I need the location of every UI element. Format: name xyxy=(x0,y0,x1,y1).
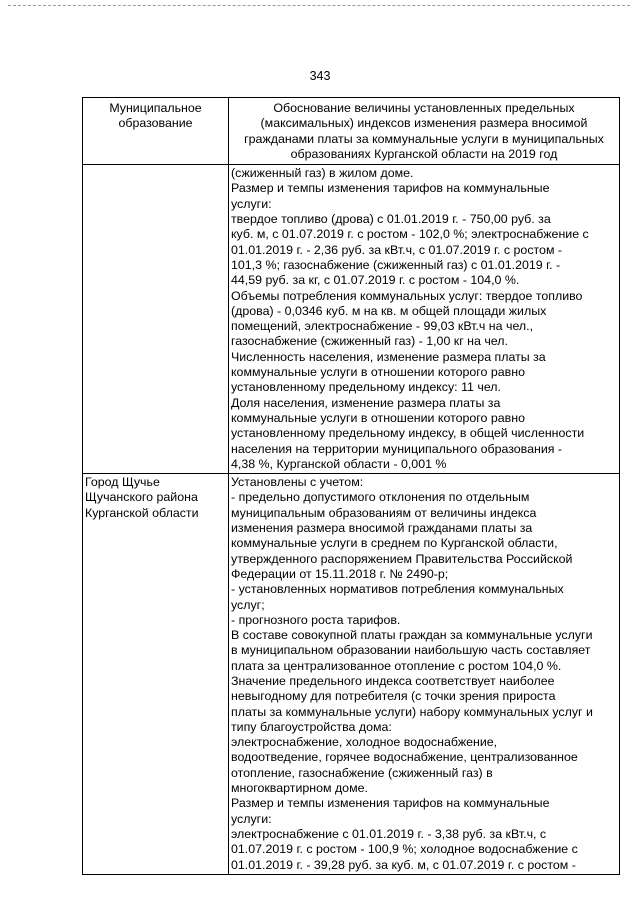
justification-line: муниципальным образованиям от величины индекса xyxy=(231,505,537,520)
justification-line: (дрова) - 0,0346 куб. м на кв. м общей площади жилых xyxy=(231,303,547,318)
scan-edge-line xyxy=(8,5,630,6)
justification-line: 01.01.2019 г. - 39,28 руб. за куб. м, с 01.07.2019 г. с ростом - xyxy=(231,857,576,872)
justification-line: 101,3 %; газоснабжение (сжиженный газ) с 01.01.2019 г. - xyxy=(231,257,561,272)
justification-line: 4,38 %, Курганской области - 0,001 % xyxy=(231,456,447,471)
municipality-cell xyxy=(83,474,229,875)
justification-line: электроснабжение, холодное водоснабжение, xyxy=(231,735,498,750)
table-row xyxy=(83,165,620,474)
justification-line: - прогнозного роста тарифов. xyxy=(231,612,401,627)
municipality-line: Город Щучье xyxy=(85,475,160,490)
page-number: 343 xyxy=(309,69,331,83)
justification-line: коммунальные услуги в отношении которого равно xyxy=(231,410,525,425)
header-justification-line: гражданами платы за коммунальные услуги в муниципальных xyxy=(244,131,604,146)
justification-line: услуги: xyxy=(231,811,272,826)
justification-line: изменения размера вносимой гражданами платы за xyxy=(231,521,533,536)
justification-line: Размер и темпы изменения тарифов на коммунальные xyxy=(231,181,550,196)
municipality-line: Курганской области xyxy=(85,505,199,520)
table-row xyxy=(83,474,620,875)
justification-line: коммунальные услуги в отношении которого равно xyxy=(231,365,525,380)
justification-line: населения на территории муниципального образования - xyxy=(231,441,563,456)
justification-line: - установленных нормативов потребления коммунальных xyxy=(231,582,564,597)
header-municipality-line: Муниципальное xyxy=(109,101,202,115)
justification-line: Значение предельного индекса соответствует наиболее xyxy=(231,673,555,688)
justification-line: плата за централизованное отопление с ростом 104,0 %. xyxy=(231,658,562,673)
justification-line: газоснабжение (сжиженный газ) - 1,00 кг на чел. xyxy=(231,334,508,349)
justification-line: - предельно допустимого отклонения по отдельным xyxy=(231,490,530,505)
justification-line: типу благоустройства дома: xyxy=(231,719,392,734)
justification-line: отопление, газоснабжение (сжиженный газ) в xyxy=(231,765,493,780)
justification-line: услуг; xyxy=(231,597,265,612)
justification-line: невыгодному для потребителя (с точки зрения прироста xyxy=(231,689,556,704)
justification-line: Объемы потребления коммунальных услуг: твердое топливо xyxy=(231,288,583,303)
header-justification-line: Обоснование величины установленных предельных xyxy=(273,101,575,115)
justification-line: твердое топливо (дрова) с 01.01.2019 г. - 750,00 руб. за xyxy=(231,212,551,227)
header-justification xyxy=(229,98,620,165)
justification-line: 44,59 руб. за кг, с 01.07.2019 г. с ростом - 104,0 %. xyxy=(231,273,520,288)
justification-line: водоотведение, горячее водоснабжение, централизованное xyxy=(231,750,578,765)
municipality-cell xyxy=(83,165,229,474)
header-municipality-line: образование xyxy=(118,116,193,131)
justification-line: Установлены с учетом: xyxy=(231,475,364,490)
tariff-table xyxy=(82,97,620,875)
justification-line: Доля населения, изменение размера платы за xyxy=(231,395,501,410)
table-header-row xyxy=(83,98,620,165)
header-justification-line: (максимальных) индексов изменения размера вносимой xyxy=(260,116,588,131)
justification-line: платы за коммунальные услуги) набору коммунальных услуг и xyxy=(231,704,593,719)
justification-line: (сжиженный газ) в жилом доме. xyxy=(231,166,414,181)
justification-line: установленному предельному индексу, в общей численности xyxy=(231,426,585,441)
header-municipality xyxy=(83,98,229,165)
justification-line: Размер и темпы изменения тарифов на коммунальные xyxy=(231,796,550,811)
justification-line: в муниципальном образовании наибольшую часть составляет xyxy=(231,643,591,658)
justification-line: помещений, электроснабжение - 99,03 кВт.ч на чел., xyxy=(231,319,534,334)
municipality-line: Щучанского района xyxy=(85,490,198,505)
justification-line: 01.01.2019 г. - 2,36 руб. за кВт.ч, с 01.07.2019 г. с ростом - xyxy=(231,242,563,257)
justification-line: коммунальные услуги в среднем по Курганской области, xyxy=(231,536,558,551)
justification-line: многоквартирном доме. xyxy=(231,781,368,796)
justification-line: услуги: xyxy=(231,196,272,211)
justification-line: В составе совокупной платы граждан за коммунальные услуги xyxy=(231,628,593,643)
justification-line: электроснабжение с 01.01.2019 г. - 3,38 руб. за кВт.ч, с xyxy=(231,826,547,841)
justification-cell xyxy=(229,474,620,875)
justification-cell xyxy=(229,165,620,474)
justification-line: утвержденного распоряжением Правительства Российской xyxy=(231,551,573,566)
justification-line: установленному предельному индексу: 11 чел. xyxy=(231,380,501,395)
header-justification-line: образованиях Курганской области на 2019 год xyxy=(290,146,558,161)
justification-line: куб. м, с 01.07.2019 г. с ростом - 102,0 %; электроснабжение с xyxy=(231,227,589,242)
justification-line: Федерации от 15.11.2018 г. № 2490-р; xyxy=(231,566,449,581)
justification-line: 01.07.2019 г. с ростом - 100,9 %; холодное водоснабжение с xyxy=(231,842,578,857)
justification-line: Численность населения, изменение размера платы за xyxy=(231,349,546,364)
